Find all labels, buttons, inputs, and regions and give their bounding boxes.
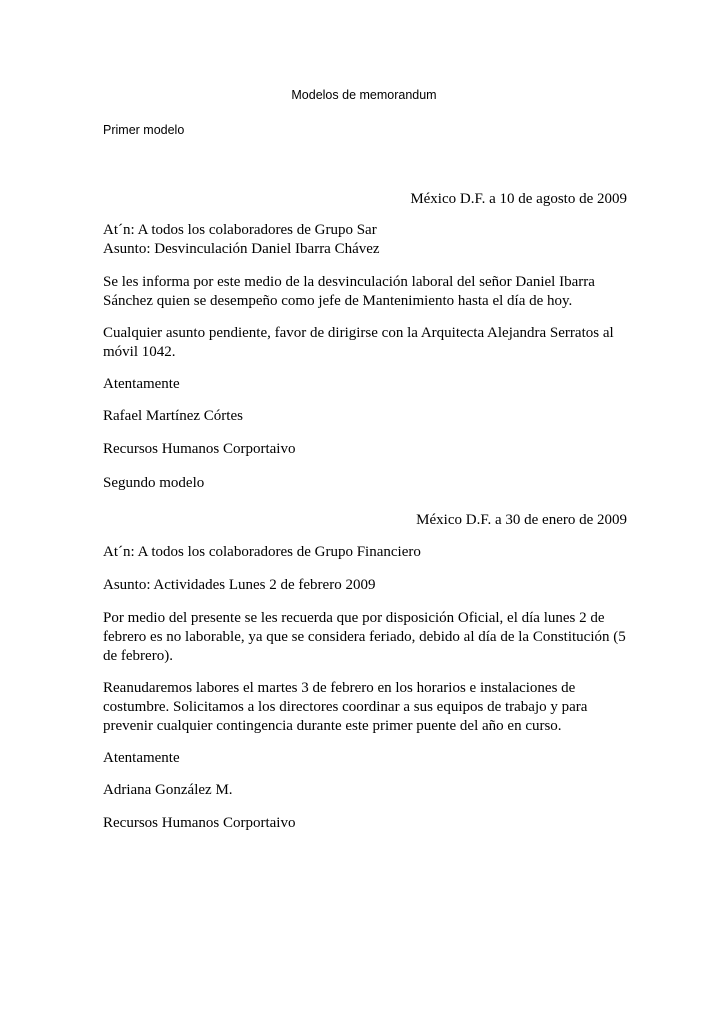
model2-paragraph1-line3: de febrero). [103,648,173,664]
model1-paragraph1-line1: Se les informa por este medio de la desvinculación laboral del señor Daniel Ibarra [103,274,595,290]
model2-paragraph1-line1: Por medio del presente se les recuerda que por disposición Oficial, el día lunes 2 de [103,610,605,626]
model1-atn: At´n: A todos los colaboradores de Grupo Sar [103,222,377,238]
model2-paragraph2-line3: prevenir cualquier contingencia durante este primer puente del año en curso. [103,718,562,734]
model1-closing: Atentamente [103,376,180,392]
model2-closing: Atentamente [103,750,180,766]
model2-paragraph1-line2: febrero es no laborable, ya que se considera feriado, debido al día de la Constitución (5 [103,629,626,645]
model2-heading: Segundo modelo [103,475,205,491]
model1-paragraph2-line1: Cualquier asunto pendiente, favor de dirigirse con la Arquitecta Alejandra Serratos al [103,325,614,341]
model1-paragraph2-line2: móvil 1042. [103,344,176,360]
model2-paragraph2-line2: costumbre. Solicitamos a los directores coordinar a sus equipos de trabajo y para [103,699,588,715]
model1-subject: Asunto: Desvinculación Daniel Ibarra Chávez [103,241,380,257]
model1-department: Recursos Humanos Corportaivo [103,441,296,457]
model2-atn: At´n: A todos los colaboradores de Grupo Financiero [103,544,421,560]
model2-paragraph2-line1: Reanudaremos labores el martes 3 de febrero en los horarios e instalaciones de [103,680,576,696]
model1-signer: Rafael Martínez Córtes [103,408,243,424]
model2-subject: Asunto: Actividades Lunes 2 de febrero 2009 [103,577,376,593]
model1-heading: Primer modelo [103,123,185,137]
document-title: Modelos de memorandum [291,88,437,102]
model1-paragraph1-line2: Sánchez quien se desempeño como jefe de Mantenimiento hasta el día de hoy. [103,293,573,309]
model2-signer: Adriana González M. [103,782,233,798]
model2-department: Recursos Humanos Corportaivo [103,815,296,831]
model1-date: México D.F. a 10 de agosto de 2009 [410,191,627,207]
model2-date: México D.F. a 30 de enero de 2009 [416,512,627,528]
